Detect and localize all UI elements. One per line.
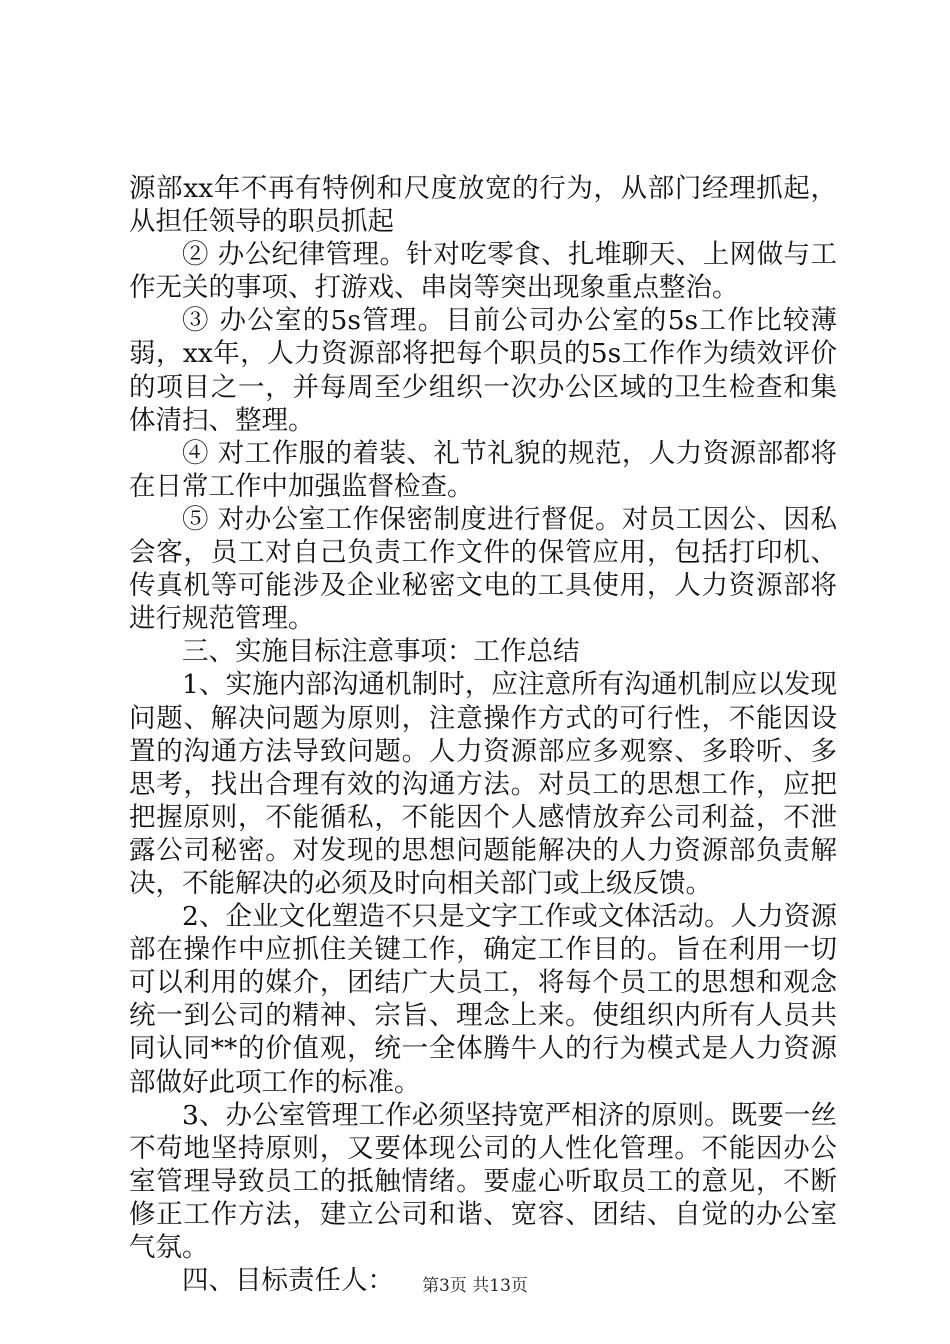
section-heading-4: 四、目标责任人： [182,1265,394,1297]
paragraph-3: ③ 办公室的5s管理。目前公司办公室的5s工作比较薄弱，xx年，人力资源部将把每个职员的5s工作作为绩效评价的项目之一，并每周至少组织一次办公区域的卫生检查和集体清扫、整理。 [129,305,837,436]
paragraph-5: ⑤ 对办公室工作保密制度进行督促。对员工因公、因私会客，员工对自己负责工作文件的保管应用，包括打印机、传真机等可能涉及企业秘密文电的工具使用，人力资源部将进行规范管理。 [129,503,837,635]
page-footer: 第3页 共13页 [422,1276,528,1296]
paragraph-2: ② 办公纪律管理。针对吃零食、扎堆聊天、上网做与工作无关的事项、打游戏、串岗等突出现象重点整治。 [129,239,837,304]
section-heading-3: 三、实施目标注意事项：工作总结 [182,636,580,668]
paragraph-4: ④ 对工作服的着装、礼节礼貌的规范，人力资源部都将在日常工作中加强监督检查。 [129,437,837,502]
paragraph-9: 3、办公室管理工作必须坚持宽严相济的原则。既要一丝不苟地坚持原则，又要体现公司的人性化管理。不能因办公室管理导致员工的抵触情绪。要虚心听取员工的意见，不断修正工作方法，建立公司和谐、宽容、团结、自觉的办公室气氛。 [129,1099,837,1263]
paragraph-8: 2、企业文化塑造不只是文字工作或文体活动。人力资源部在操作中应抓住关键工作，确定工作目的。旨在利用一切可以利用的媒介，团结广大员工，将每个员工的思想和观念统一到公司的精神、宗旨、理念上来。使组织内所有人员共同认同**的价值观，统一全体腾牛人的行为模式是人力资源部做好此项工作的标准。 [129,901,837,1098]
paragraph-1: 源部xx年不再有特例和尺度放宽的行为，从部门经理抓起，从担任领导的职员抓起 [129,173,837,238]
paragraph-7: 1、实施内部沟通机制时，应注意所有沟通机制应以发现问题、解决问题为原则，注意操作方式的可行性，不能因设置的沟通方法导致问题。人力资源部应多观察、多聆听、多思考，找出合理有效的沟通方法。对员工的思想工作，应把把握原则，不能循私，不能因个人感情放弃公司利益，不泄露公司秘密。对发现的思想问题能解决的人力资源部负责解决，不能解决的必须及时向相关部门或上级反馈。 [129,669,837,899]
document-body [129,172,837,1297]
